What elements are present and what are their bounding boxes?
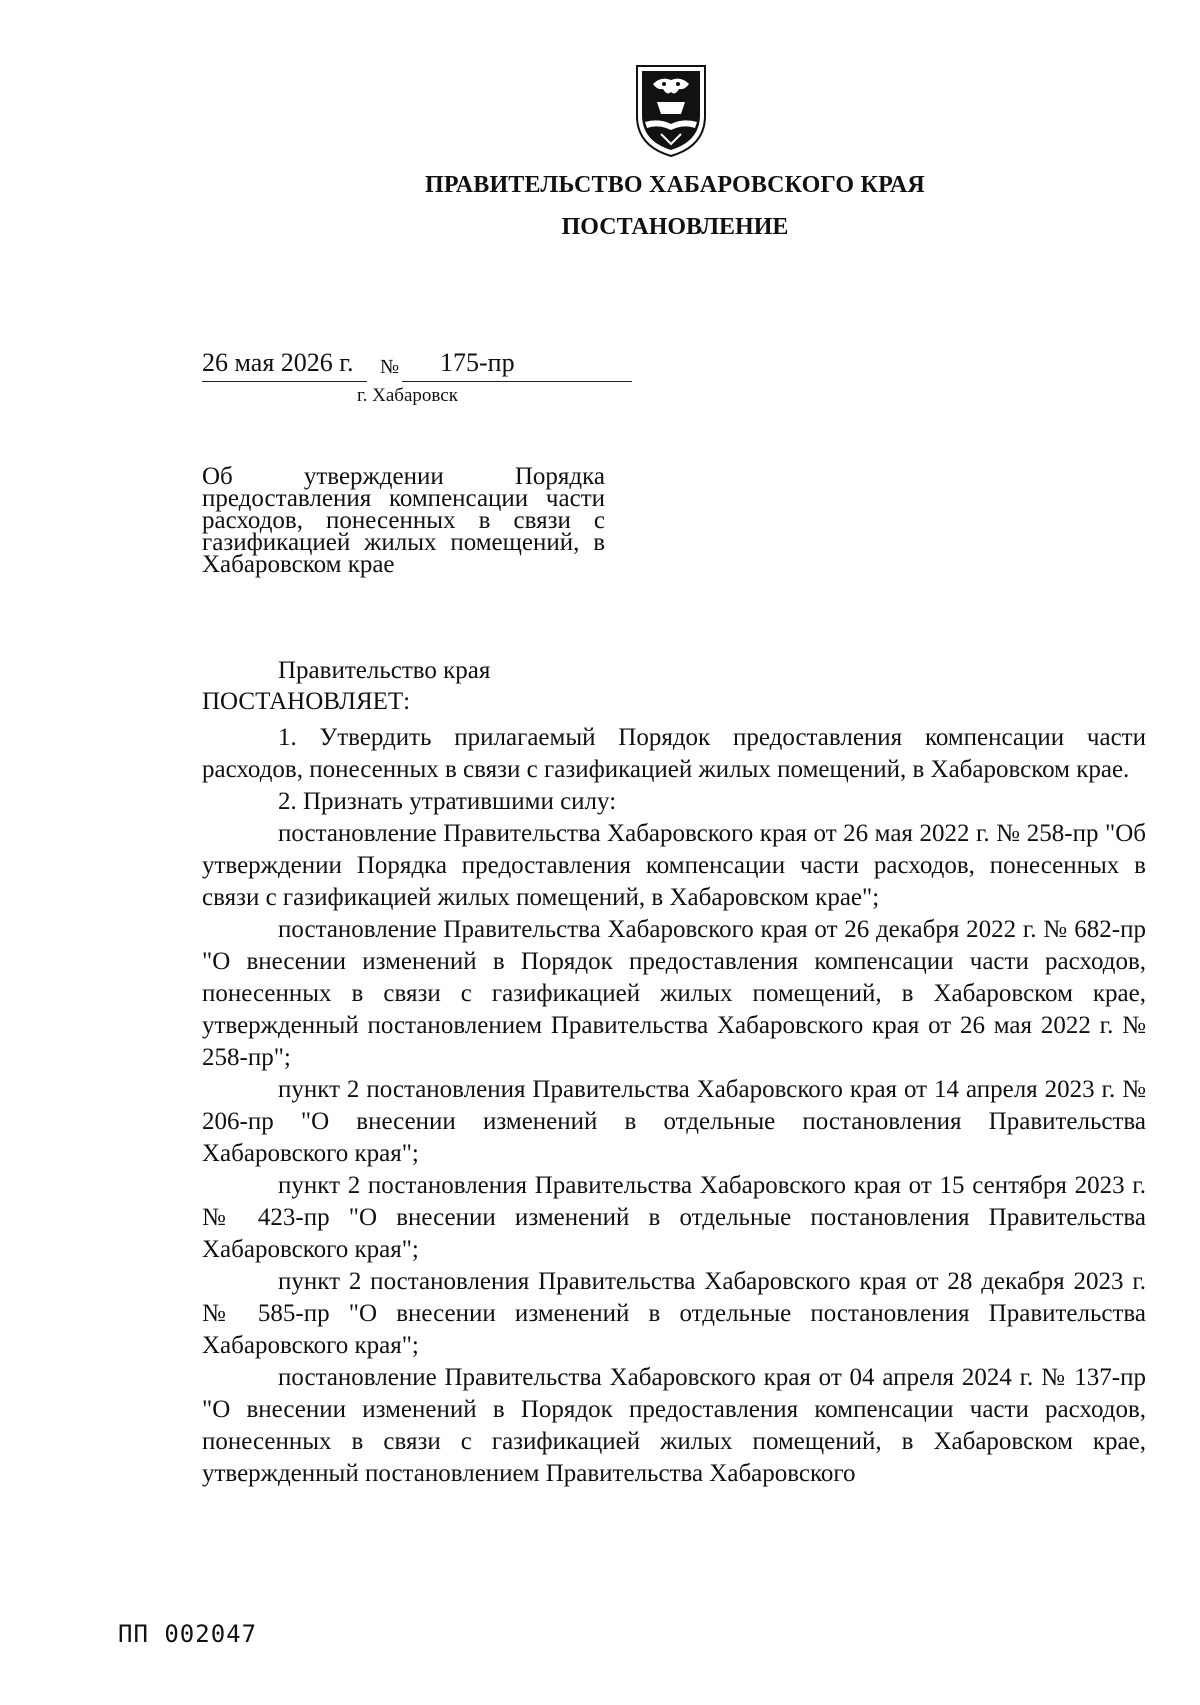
footer-code: ПП 002047 — [118, 1620, 258, 1648]
paragraph: постановление Правительства Хабаровского края от 26 декабря 2022 г. № 682-пр "О внесении изменений в Порядок предоставления компенсации части расходов, понесенных в связи с газификацией жилых помещений, в Хабаровском крае, утвержденный постановлением Правительства Хабаровского края от 26 мая 2022 г. № 258-пр"; — [202, 916, 1146, 1071]
coat-of-arms-icon — [631, 62, 711, 158]
document-subject: Об утверждении Порядка предоставления компенсации части расходов, понесенных в связи с газификацией жилых помещений, в Хабаровском крае — [202, 463, 605, 578]
document-city: г. Хабаровск — [357, 385, 458, 406]
document-date: 26 мая 2026 г. — [202, 348, 354, 377]
document-body — [202, 722, 1146, 1490]
paragraph: постановление Правительства Хабаровского края от 26 мая 2022 г. № 258-пр "Об утверждении Порядка предоставления компенсации части расходов, понесенных в связи с газификацией жилых помещений, в Хабаровском крае"; — [202, 820, 1146, 911]
organization-title: ПРАВИТЕЛЬСТВО ХАБАРОВСКОГО КРАЯ — [425, 172, 925, 198]
preamble: Правительство края — [278, 657, 491, 684]
paragraph: 2. Признать утратившими силу: — [278, 788, 617, 815]
paragraph: 1. Утвердить прилагаемый Порядок предоставления компенсации части расходов, понесенных в связи с газификацией жилых помещений, в Хабаровском крае. — [202, 724, 1146, 783]
document-number: 175-пр — [440, 348, 515, 377]
paragraph: пункт 2 постановления Правительства Хабаровского края от 28 декабря 2023 г. № 585-пр "О внесении изменений в отдельные постановления Правительства Хабаровского края"; — [202, 1268, 1146, 1359]
resolves-heading: ПОСТАНОВЛЯЕТ: — [202, 688, 411, 715]
document-type-heading: ПОСТАНОВЛЕНИЕ — [561, 214, 789, 240]
paragraph: пункт 2 постановления Правительства Хабаровского края от 14 апреля 2023 г. № 206-пр "О внесении изменений в отдельные постановления Правительства Хабаровского края"; — [202, 1076, 1146, 1167]
number-sign: № — [380, 356, 400, 378]
number-underline — [402, 381, 632, 382]
paragraph: пункт 2 постановления Правительства Хабаровского края от 15 сентября 2023 г. № 423-пр "О внесении изменений в отдельные постановления Правительства Хабаровского края"; — [202, 1172, 1146, 1263]
date-underline — [202, 381, 367, 382]
paragraph: постановление Правительства Хабаровского края от 04 апреля 2024 г. № 137-пр "О внесении изменений в Порядок предоставления компенсации части расходов, понесенных в связи с газификацией жилых помещений, в Хабаровском крае, утвержденный постановлением Правительства Хабаровского — [202, 1364, 1146, 1487]
